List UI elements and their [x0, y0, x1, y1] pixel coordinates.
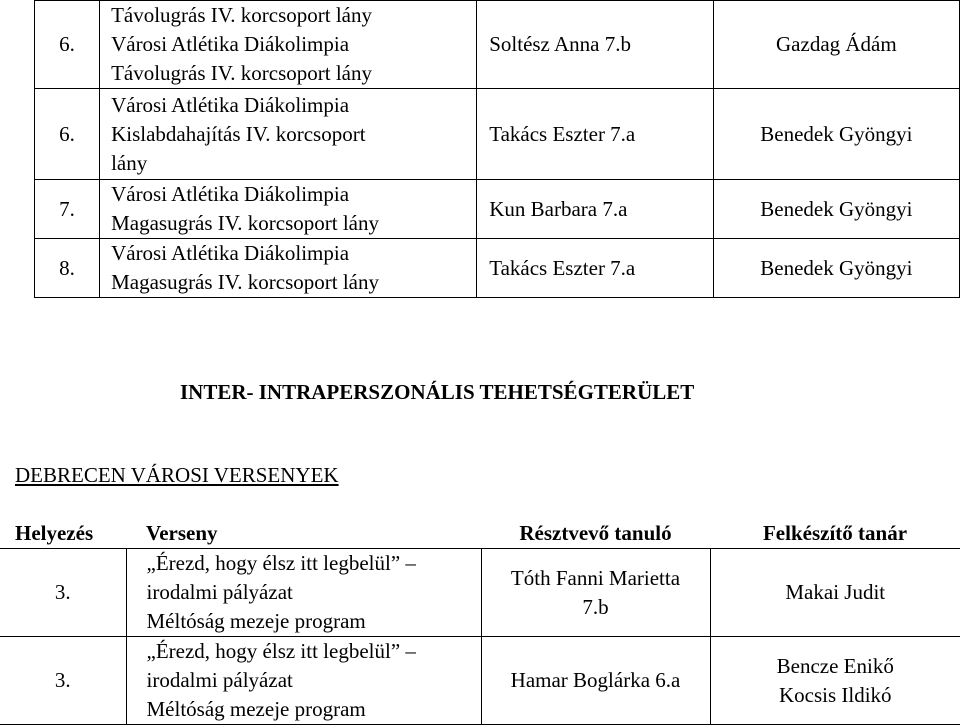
competition-line: Kislabdahajítás IV. korcsoport [111, 120, 476, 149]
student-cell: Takács Eszter 7.a [477, 89, 714, 180]
teacher-cell [710, 549, 960, 637]
competition-cell [100, 239, 477, 298]
competition-line: Városi Atlétika Diákolimpia [111, 91, 476, 120]
competition-cell [100, 89, 477, 180]
teacher-cell: Benedek Gyöngyi [713, 239, 959, 298]
teacher-cell [710, 637, 960, 725]
student-cell: Takács Eszter 7.a [477, 239, 714, 298]
competition-line: Méltóság mezeje program [147, 695, 481, 724]
table-header-row [0, 519, 960, 549]
table-row [0, 637, 960, 725]
competition-line: Távolugrás IV. korcsoport lány [111, 1, 476, 30]
teacher-line: Kocsis Ildikó [711, 681, 960, 710]
competition-cell [126, 637, 481, 725]
competition-line: Méltóság mezeje program [147, 607, 481, 636]
header-teacher: Felkészítő tanár [710, 519, 960, 549]
place-cell: 6. [35, 1, 100, 89]
student-cell: Kun Barbara 7.a [477, 180, 714, 239]
student-cell [481, 637, 710, 725]
competition-line: Városi Atlétika Diákolimpia [111, 180, 476, 209]
place-cell: 8. [35, 239, 100, 298]
competition-line: lány [111, 149, 476, 178]
table-row [35, 239, 960, 298]
student-line: Hamar Boglárka 6.a [482, 666, 710, 695]
competition-cell [126, 549, 481, 637]
competition-line: „Érezd, hogy élsz itt legbelül” – [147, 637, 481, 666]
student-line: Tóth Fanni Marietta [482, 564, 710, 593]
competition-line: irodalmi pályázat [147, 578, 481, 607]
place-cell: 3. [0, 637, 126, 725]
teacher-line: Bencze Enikő [711, 652, 960, 681]
table-row [0, 549, 960, 637]
table-row [35, 180, 960, 239]
student-cell: Soltész Anna 7.b [477, 1, 714, 89]
competition-line: „Érezd, hogy élsz itt legbelül” – [147, 549, 481, 578]
competition-line: Városi Atlétika Diákolimpia [111, 30, 476, 59]
competition-line: Magasugrás IV. korcsoport lány [111, 268, 476, 297]
competition-line: Távolugrás IV. korcsoport lány [111, 59, 476, 88]
header-competition: Verseny [126, 519, 481, 549]
subsection-title: DEBRECEN VÁROSI VERSENYEK [15, 465, 339, 486]
place-cell: 3. [0, 549, 126, 637]
section-title: INTER- INTRAPERSZONÁLIS TEHETSÉGTERÜLET [180, 382, 694, 403]
competition-cell [100, 1, 477, 89]
header-place: Helyezés [0, 519, 126, 549]
teacher-cell: Benedek Gyöngyi [713, 89, 959, 180]
table-row [35, 89, 960, 180]
competition-line: irodalmi pályázat [147, 666, 481, 695]
competition-line: Magasugrás IV. korcsoport lány [111, 209, 476, 238]
results-table-athletics [34, 0, 960, 298]
table-row [35, 1, 960, 89]
student-cell [481, 549, 710, 637]
teacher-cell: Benedek Gyöngyi [713, 180, 959, 239]
place-cell: 6. [35, 89, 100, 180]
student-line: 7.b [482, 593, 710, 622]
competition-cell [100, 180, 477, 239]
place-cell: 7. [35, 180, 100, 239]
teacher-line: Makai Judit [711, 578, 960, 607]
teacher-cell: Gazdag Ádám [713, 1, 959, 89]
competition-line: Városi Atlétika Diákolimpia [111, 239, 476, 268]
header-student: Résztvevő tanuló [481, 519, 710, 549]
results-table-city [0, 519, 960, 725]
